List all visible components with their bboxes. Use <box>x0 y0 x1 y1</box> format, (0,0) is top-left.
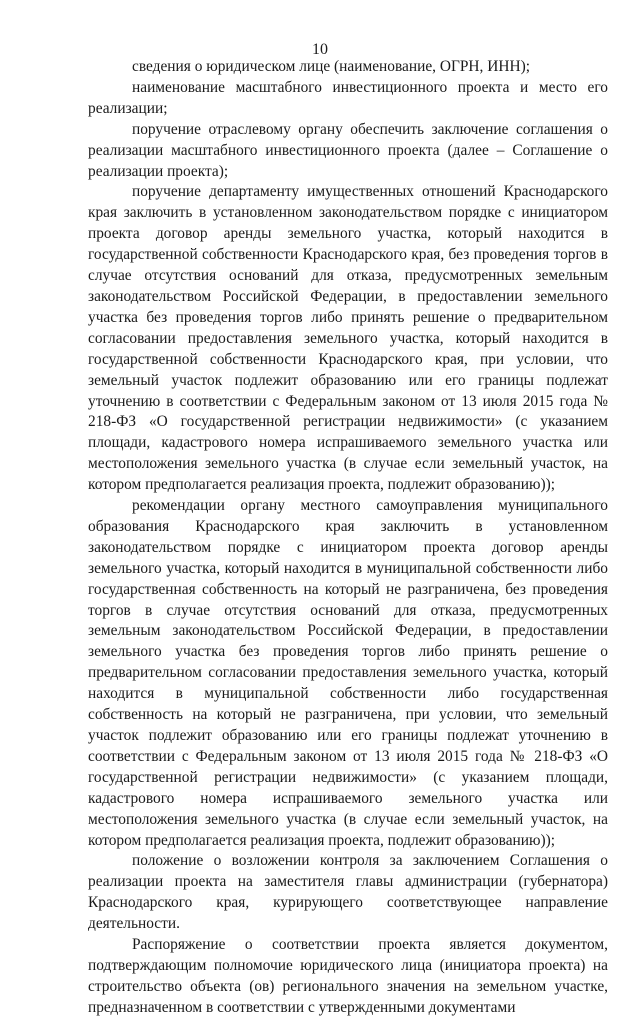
paragraph-order-significance: Распоряжение о соответствии проекта является документом, подтверждающим полномочие юридического лица (инициатора проекта) на строительство объекта (ов) регионального значения на земельном участке, предназначенном в соответствии с утвержденными документами <box>88 936 608 1016</box>
page-number: 10 <box>312 41 328 58</box>
paragraph-control-provision: положение о возложении контроля за заключением Соглашения о реализации проекта на заместителя главы администрации (губернатора) Краснодарского края, курирующего соответствующее направление деятельности. <box>88 852 608 933</box>
paragraph-municipal-recommendation: рекомендации органу местного самоуправления муниципального образования Краснодарского края заключить в установленном законодательством порядке с инициатором проекта договор аренды земельного участка, который находится в муниципальной собственности либо государственная собственность на который не разграничена, без проведения торгов в случае отсутствия оснований для отказа, предусмотренных земельным законодательством Российской Федерации, в предоставлении земельного участка без проведения торгов либо принять решение о предварительном согласовании предоставления земельного участка, который находится в муниципальной собственности либо государственная собственность на который не разграничена, при условии, что земельный участок подлежит образованию или его границы подлежат уточнению в соответствии с Федеральным законом от 13 июля 2015 года № 218-ФЗ «О государственной регистрации недвижимости» (с указанием площади, кадастрового номера испрашиваемого земельного участка или местоположения земельного участка (в случае если земельный участок, на котором предполагается реализация проекта, подлежит образованию)); <box>88 497 608 849</box>
paragraph-project-name: наименование масштабного инвестиционного проекта и место его реализации; <box>88 78 608 117</box>
document-body <box>88 57 608 1019</box>
paragraph-sector-authority-order: поручение отраслевому органу обеспечить заключение соглашения о реализации масштабного инвестиционного проекта (далее – Соглашение о реализации проекта); <box>88 120 608 180</box>
paragraph-legal-entity-info: сведения о юридическом лице (наименование, ОГРН, ИНН); <box>132 58 530 75</box>
paragraph-property-department-order: поручение департаменту имущественных отношений Краснодарского края заключить в установленном законодательством порядке с инициатором проекта договор аренды земельного участка, который находится в государственной собственности Краснодарского края, без проведения торгов в случае отсутствия оснований для отказа, предусмотренных земельным законодательством Российской Федерации, в предоставлении земельного участка без проведения торгов либо принять решение о предварительном согласовании предоставления земельного участка, который находится в государственной собственности Краснодарского края, при условии, что земельный участок подлежит образованию или его границы подлежат уточнению в соответствии с Федеральным законом от 13 июля 2015 года № 218-ФЗ «О государственной регистрации недвижимости» (с указанием площади, кадастрового номера испрашиваемого земельного участка или местоположения земельного участка (в случае если земельный участок, на котором предполагается реализация проекта, подлежит образованию)); <box>88 183 608 494</box>
